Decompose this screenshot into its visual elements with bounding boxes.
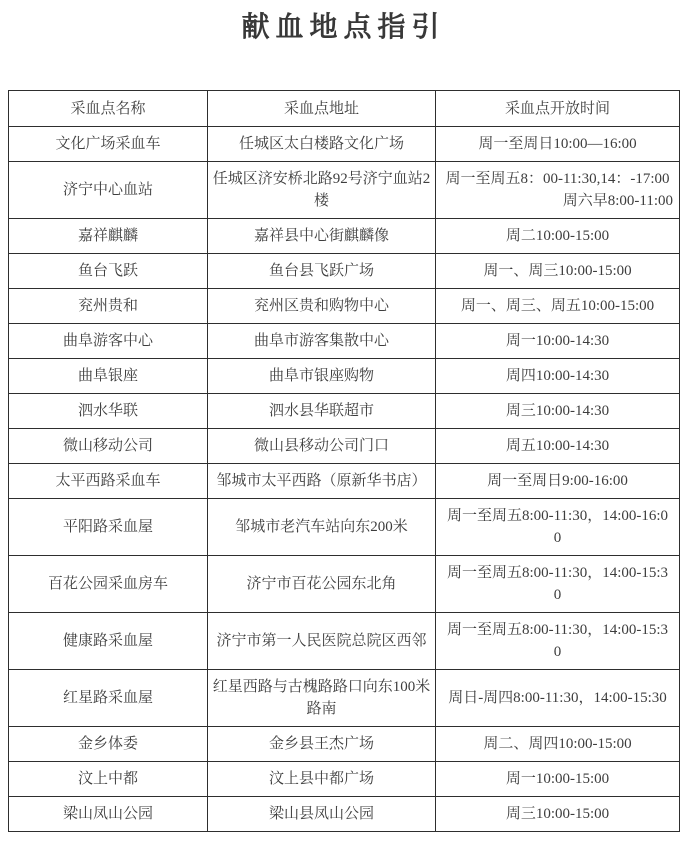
header-open-time: 采血点开放时间 xyxy=(436,91,680,127)
site-address-cell xyxy=(208,324,436,359)
table-row xyxy=(9,289,680,324)
cell-line: 金乡县王杰广场 xyxy=(268,736,374,752)
site-name-cell xyxy=(9,556,208,613)
site-time-cell xyxy=(436,797,680,832)
cell-line: 曲阜市银座购物 xyxy=(268,368,374,384)
site-time-cell xyxy=(436,670,680,727)
site-address-cell xyxy=(208,289,436,324)
cell-line: 汶上县中都广场 xyxy=(268,771,374,787)
cell-line: 周二10:00-15:00 xyxy=(505,228,610,244)
site-name-cell xyxy=(9,464,208,499)
site-address-cell xyxy=(208,464,436,499)
cell-line: 嘉祥县中心街麒麟像 xyxy=(253,228,389,244)
site-name-cell xyxy=(9,127,208,162)
site-address-cell xyxy=(208,499,436,556)
site-address-cell xyxy=(208,797,436,832)
table-row xyxy=(9,359,680,394)
site-time-cell xyxy=(436,254,680,289)
site-time-cell xyxy=(436,556,680,613)
cell-line: 周一10:00-14:30 xyxy=(505,333,610,349)
cell-line: 鱼台县飞跃广场 xyxy=(268,263,374,279)
table-row xyxy=(9,394,680,429)
site-time-cell xyxy=(436,727,680,762)
table-row xyxy=(9,499,680,556)
site-address-cell xyxy=(208,556,436,613)
cell-line: 梁山县凤山公园 xyxy=(268,806,374,822)
site-name-cell xyxy=(9,613,208,670)
site-name-cell xyxy=(9,797,208,832)
site-address-cell xyxy=(208,359,436,394)
table-body xyxy=(9,127,680,832)
site-time-cell xyxy=(436,162,680,219)
site-address-cell xyxy=(208,219,436,254)
cell-line: 泗水县华联超市 xyxy=(268,403,374,419)
site-address-cell xyxy=(208,429,436,464)
site-time-cell xyxy=(436,127,680,162)
site-address-cell xyxy=(208,394,436,429)
cell-line: 曲阜银座 xyxy=(77,368,138,384)
cell-line: 周日-周四8:00-11:30，14:00-15:30 xyxy=(448,690,667,706)
site-name-cell xyxy=(9,324,208,359)
cell-line: 任城区济安桥北路92号济宁血站2 xyxy=(212,171,431,187)
cell-line: 红星路采血屋 xyxy=(62,690,153,706)
cell-line: 微山移动公司 xyxy=(62,438,153,454)
cell-line: 0 xyxy=(553,530,562,546)
cell-line: 0 xyxy=(553,644,562,660)
table-header-row xyxy=(9,91,680,127)
cell-line: 0 xyxy=(553,587,562,603)
table-row xyxy=(9,670,680,727)
site-name-cell xyxy=(9,219,208,254)
site-address-cell xyxy=(208,162,436,219)
cell-line: 路南 xyxy=(306,701,337,717)
site-name-cell xyxy=(9,727,208,762)
cell-line: 平阳路采血屋 xyxy=(62,519,153,535)
table-row xyxy=(9,464,680,499)
site-name-cell xyxy=(9,429,208,464)
table-row xyxy=(9,219,680,254)
cell-line: 周三10:00-14:30 xyxy=(505,403,610,419)
site-address-cell xyxy=(208,127,436,162)
site-time-cell xyxy=(436,464,680,499)
cell-line: 微山县移动公司门口 xyxy=(253,438,389,454)
cell-line: 周一至周五8:00-11:30，14:00-15:3 xyxy=(446,565,669,581)
site-time-cell xyxy=(436,762,680,797)
cell-line: 周四10:00-14:30 xyxy=(505,368,610,384)
cell-line: 周一至周日9:00-16:00 xyxy=(487,473,628,489)
cell-line: 邹城市老汽车站向东200米 xyxy=(235,519,408,535)
cell-line: 济宁市第一人民医院总院区西邻 xyxy=(216,633,427,649)
cell-line: 文化广场采血车 xyxy=(55,136,161,152)
site-address-cell xyxy=(208,727,436,762)
cell-line: 济宁中心血站 xyxy=(62,182,153,198)
table-row xyxy=(9,797,680,832)
site-time-cell xyxy=(436,429,680,464)
site-time-cell xyxy=(436,289,680,324)
site-name-cell xyxy=(9,162,208,219)
cell-line: 周一、周三10:00-15:00 xyxy=(483,263,632,279)
cell-line: 周一至周五8:00-11:30，14:00-15:3 xyxy=(446,622,669,638)
site-time-cell xyxy=(436,359,680,394)
site-address-cell xyxy=(208,762,436,797)
cell-line: 太平西路采血车 xyxy=(55,473,161,489)
site-address-cell xyxy=(208,254,436,289)
cell-line: 周一至周五8：00-11:30,14：-17:00 xyxy=(445,171,670,187)
site-name-cell xyxy=(9,359,208,394)
cell-line: 周三10:00-15:00 xyxy=(505,806,610,822)
cell-line: 周一10:00-15:00 xyxy=(505,771,610,787)
cell-line: 周一至周日10:00—16:00 xyxy=(478,136,637,152)
cell-line: 百花公园采血房车 xyxy=(47,576,168,592)
cell-line: 金乡体委 xyxy=(77,736,138,752)
cell-line: 健康路采血屋 xyxy=(62,633,153,649)
table-row xyxy=(9,613,680,670)
site-name-cell xyxy=(9,670,208,727)
cell-line: 邹城市太平西路（原新华书店） xyxy=(216,473,427,489)
header-site-address: 采血点地址 xyxy=(208,91,436,127)
table-row xyxy=(9,762,680,797)
site-address-cell xyxy=(208,670,436,727)
site-address-cell xyxy=(208,613,436,670)
cell-line: 周一、周三、周五10:00-15:00 xyxy=(460,298,655,314)
site-time-cell xyxy=(436,394,680,429)
cell-line: 兖州贵和 xyxy=(77,298,138,314)
cell-line: 嘉祥麒麟 xyxy=(77,228,138,244)
table-row xyxy=(9,429,680,464)
site-name-cell xyxy=(9,762,208,797)
table-row xyxy=(9,127,680,162)
donation-sites-table xyxy=(8,90,680,832)
site-name-cell xyxy=(9,289,208,324)
site-time-cell xyxy=(436,219,680,254)
cell-line: 红星西路与古槐路路口向东100米 xyxy=(212,679,431,695)
cell-line: 曲阜游客中心 xyxy=(62,333,153,349)
table-row xyxy=(9,727,680,762)
cell-line: 济宁市百花公园东北角 xyxy=(246,576,397,592)
table-row xyxy=(9,556,680,613)
table-row xyxy=(9,162,680,219)
cell-line: 泗水华联 xyxy=(77,403,138,419)
header-site-name: 采血点名称 xyxy=(9,91,208,127)
table-row xyxy=(9,324,680,359)
site-name-cell xyxy=(9,499,208,556)
cell-line: 周一至周五8:00-11:30，14:00-16:0 xyxy=(446,508,669,524)
site-time-cell xyxy=(436,613,680,670)
site-name-cell xyxy=(9,394,208,429)
cell-line: 汶上中都 xyxy=(77,771,138,787)
cell-line: 周六早8:00-11:00 xyxy=(562,193,673,209)
site-name-cell xyxy=(9,254,208,289)
cell-line: 任城区太白楼路文化广场 xyxy=(238,136,404,152)
page-title: 献血地点指引 xyxy=(241,12,446,43)
cell-line: 周二、周四10:00-15:00 xyxy=(483,736,632,752)
site-time-cell xyxy=(436,499,680,556)
cell-line: 周五10:00-14:30 xyxy=(505,438,610,454)
cell-line: 曲阜市游客集散中心 xyxy=(253,333,389,349)
table-row xyxy=(9,254,680,289)
cell-line: 兖州区贵和购物中心 xyxy=(253,298,389,314)
cell-line: 梁山凤山公园 xyxy=(62,806,153,822)
site-time-cell xyxy=(436,324,680,359)
cell-line: 鱼台飞跃 xyxy=(77,263,138,279)
cell-line: 楼 xyxy=(313,193,329,209)
